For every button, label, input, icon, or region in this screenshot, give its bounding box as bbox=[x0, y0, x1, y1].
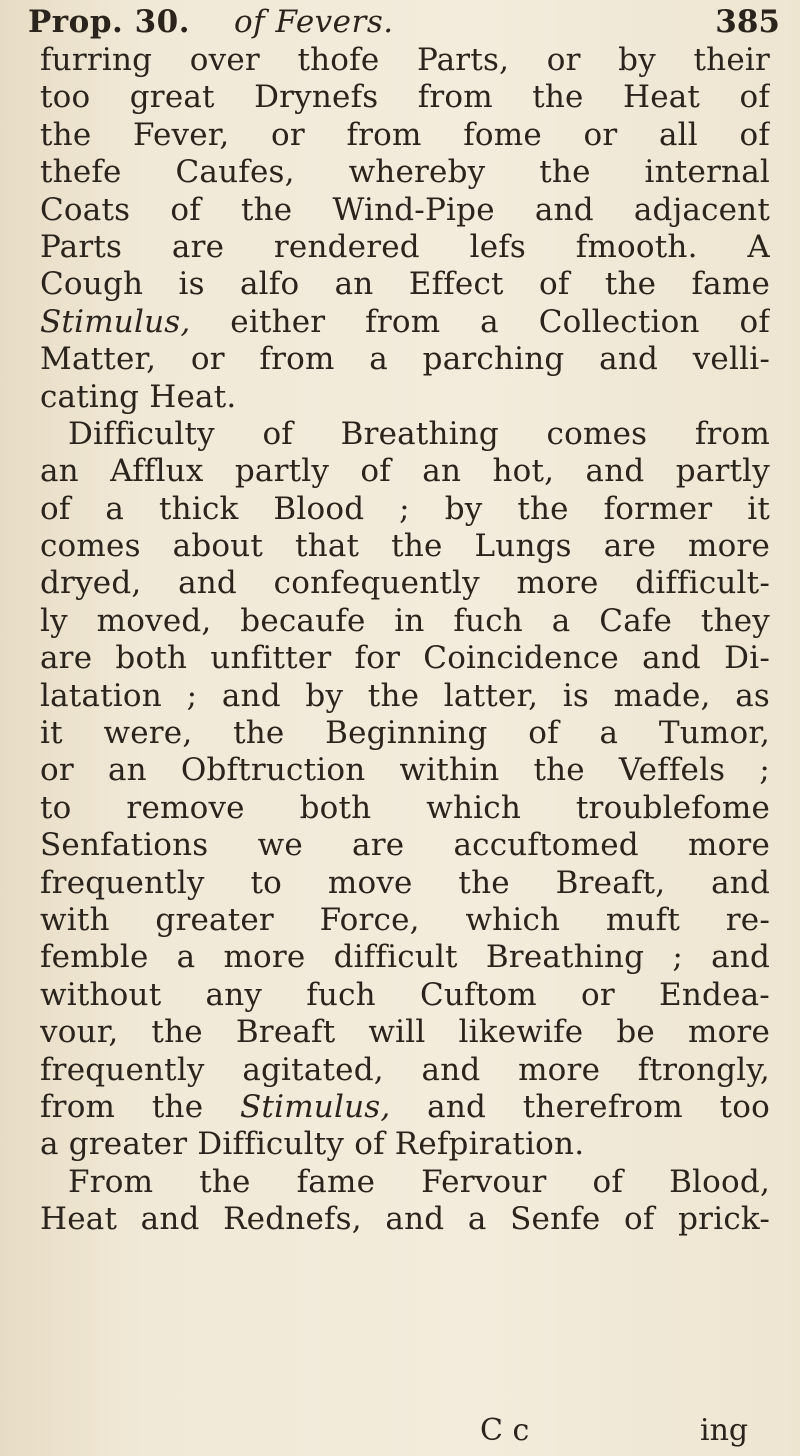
text-line: of a thick Blood ; by the former it bbox=[40, 490, 770, 527]
text-line: Coats of the Wind-Pipe and adjacent bbox=[40, 191, 770, 228]
text-line: are both unfitter for Coincidence and Di- bbox=[40, 640, 770, 677]
text-line: an Afflux partly of an hot, and partly bbox=[40, 453, 770, 490]
page-number: 385 bbox=[715, 4, 780, 40]
italic-word: Stimulus, bbox=[240, 1088, 391, 1125]
text-line: frequently to move the Breaft, and bbox=[40, 864, 770, 901]
text-run: either from a Collection of bbox=[230, 303, 770, 340]
text-line: Senfations we are accuftomed more bbox=[40, 827, 770, 864]
paragraph-start-line: Difficulty of Breathing comes from bbox=[68, 415, 770, 452]
text-line: to remove both which troublefome bbox=[40, 789, 770, 826]
text-line: furring over thofe Parts, or by their bbox=[40, 42, 770, 78]
proposition-number: Prop. 30. bbox=[28, 4, 191, 40]
text-line bbox=[40, 304, 770, 341]
text-line: Heat and Rednefs, and a Senfe of prick- bbox=[40, 1201, 770, 1238]
text-line bbox=[40, 1089, 770, 1126]
text-line: a greater Difficulty of Refpiration. bbox=[40, 1126, 585, 1163]
text-line: latation ; and by the latter, is made, as bbox=[40, 677, 770, 714]
running-title: of Fevers. bbox=[234, 4, 394, 40]
text-line: frequently agitated, and more ftrongly, bbox=[40, 1051, 770, 1088]
body-text bbox=[40, 42, 770, 1239]
text-line: cating Heat. bbox=[40, 378, 237, 415]
text-line: thefe Caufes, whereby the internal bbox=[40, 154, 770, 191]
text-line: the Fever, or from fome or all of bbox=[40, 116, 770, 153]
italic-word: Stimulus, bbox=[40, 303, 191, 340]
text-line: Parts are rendered lefs fmooth. A bbox=[40, 228, 770, 265]
signature-mark: C c bbox=[480, 1413, 530, 1448]
text-line: vour, the Breaft will likewife be more bbox=[40, 1014, 770, 1051]
paragraph-start-line: From the fame Fervour of Blood, bbox=[68, 1163, 770, 1200]
text-line: with greater Force, which muft re- bbox=[40, 901, 770, 938]
text-line: ly moved, becaufe in fuch a Cafe they bbox=[40, 602, 770, 639]
text-line: dryed, and confequently more difficult- bbox=[40, 565, 770, 602]
text-line: comes about that the Lungs are more bbox=[40, 528, 770, 565]
text-line: Cough is alfo an Effect of the fame bbox=[40, 266, 770, 303]
text-line: Matter, or from a parching and velli- bbox=[40, 341, 770, 378]
text-line: femble a more difficult Breathing ; and bbox=[40, 939, 770, 976]
text-run: and therefrom too bbox=[427, 1088, 770, 1125]
text-line: without any fuch Cuftom or Endea- bbox=[40, 976, 770, 1013]
catchword: ing bbox=[700, 1413, 749, 1448]
text-line: or an Obftruction within the Veffels ; bbox=[40, 752, 770, 789]
text-line: too great Drynefs from the Heat of bbox=[40, 79, 770, 116]
text-run: from the bbox=[40, 1088, 204, 1125]
header-left bbox=[28, 4, 394, 40]
text-line: it were, the Beginning of a Tumor, bbox=[40, 715, 770, 752]
